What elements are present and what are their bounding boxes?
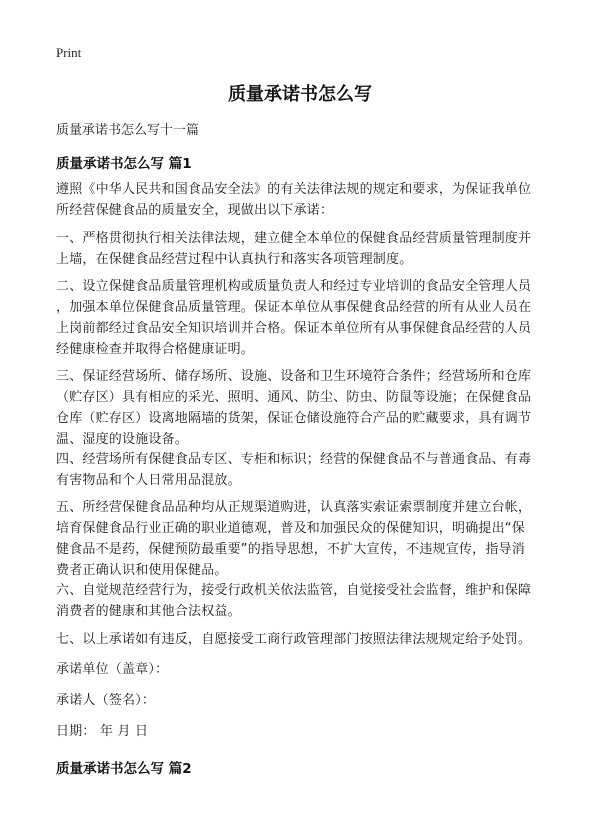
page-title: 质量承诺书怎么写 [228, 84, 372, 105]
paragraph-item-5 [56, 497, 562, 581]
paragraph-line: 经健康检查并取得合格健康证明。 [56, 342, 255, 357]
paragraph-line: 仓库（贮存区）设离地隔墙的货架，保证仓储设施符合产品的贮藏要求，具有调节 [56, 411, 532, 426]
paragraph-line: 一、严格贯彻执行相关法律法规，建立健全本单位的保健食品经营质量管理制度并 [56, 231, 532, 246]
paragraph-line: （贮存区）具有相应的采光、照明、通风、防尘、防虫、防鼠等设施；在保健食品 [56, 390, 532, 405]
section-heading-1: 质量承诺书怎么写 篇1 [56, 156, 192, 172]
paragraph-item-4 [56, 449, 562, 491]
paragraph-line: 所经营保健食品的质量安全，现做出以下承诺： [56, 203, 334, 218]
paragraph-line: 上岗前都经过食品安全知识培训并合格。保证本单位所有从事保健食品经营的人员 [56, 321, 532, 336]
paragraph-line: 六、自觉规范经营行为，接受行政机关依法监管，自觉接受社会监督，维护和保障 [56, 583, 532, 598]
paragraph-line: 五、所经营保健食品品种均从正规渠道购进，认真落实索证索票制度并建立台帐， [56, 500, 532, 515]
paragraph-line: 上墙，在保健食品经营过程中认真执行和落实各项管理制度。 [56, 252, 413, 267]
paragraph-item-1 [56, 228, 562, 270]
paragraph-line: 二、设立保健食品质量管理机构或质量负责人和经过专业培训的食品安全管理人员 [56, 279, 532, 294]
paragraph-line: ，加强本单位保健食品质量管理。保证本单位从事保健食品经营的所有从业人员在 [56, 300, 532, 315]
paragraph-item-7 [56, 629, 562, 650]
document-subtitle: 质量承诺书怎么写十一篇 [56, 123, 200, 138]
section-heading-2: 质量承诺书怎么写 篇2 [56, 761, 192, 777]
paragraph-line: 三、保证经营场所、储存场所、设施、设备和卫生环境符合条件；经营场所和仓库 [56, 369, 532, 384]
paragraph-item-2 [56, 276, 562, 360]
paragraph-line: 承诺人（签名）： [56, 693, 156, 708]
paragraph-item-3 [56, 366, 562, 450]
print-link[interactable]: Print [56, 45, 82, 60]
paragraph-line: 费者正确认识和使用保健品。 [56, 563, 228, 578]
paragraph-item-6 [56, 580, 562, 622]
paragraph-line: 培育保健食品行业正确的职业道德观，普及和加强民众的保健知识，明确提出“保 [56, 521, 525, 536]
paragraph-line: 日期： 年 月 日 [56, 724, 149, 739]
paragraph-line: 有害物品和个人日常用品混放。 [56, 473, 241, 488]
paragraph-intro [56, 179, 562, 221]
paragraph-line: 消费者的健康和其他合法权益。 [56, 604, 241, 619]
paragraph-line: 健食品不是药，保健预防最重要”的指导思想，不扩大宣传，不违规宣传，指导消 [56, 542, 525, 557]
signature-person [56, 690, 562, 711]
signature-date [56, 721, 562, 742]
signature-unit [56, 659, 562, 680]
paragraph-line: 温、湿度的设施设备。 [56, 432, 189, 447]
paragraph-line: 遵照《中华人民共和国食品安全法》的有关法律法规的规定和要求，为保证我单位 [56, 182, 532, 197]
paragraph-line: 承诺单位（盖章）： [56, 662, 169, 677]
paragraph-line: 四、经营场所有保健食品专区、专柜和标识；经营的保健食品不与普通食品、有毒 [56, 452, 532, 467]
paragraph-line: 七、以上承诺如有违反，自愿接受工商行政管理部门按照法律法规规定给予处罚。 [56, 632, 532, 647]
